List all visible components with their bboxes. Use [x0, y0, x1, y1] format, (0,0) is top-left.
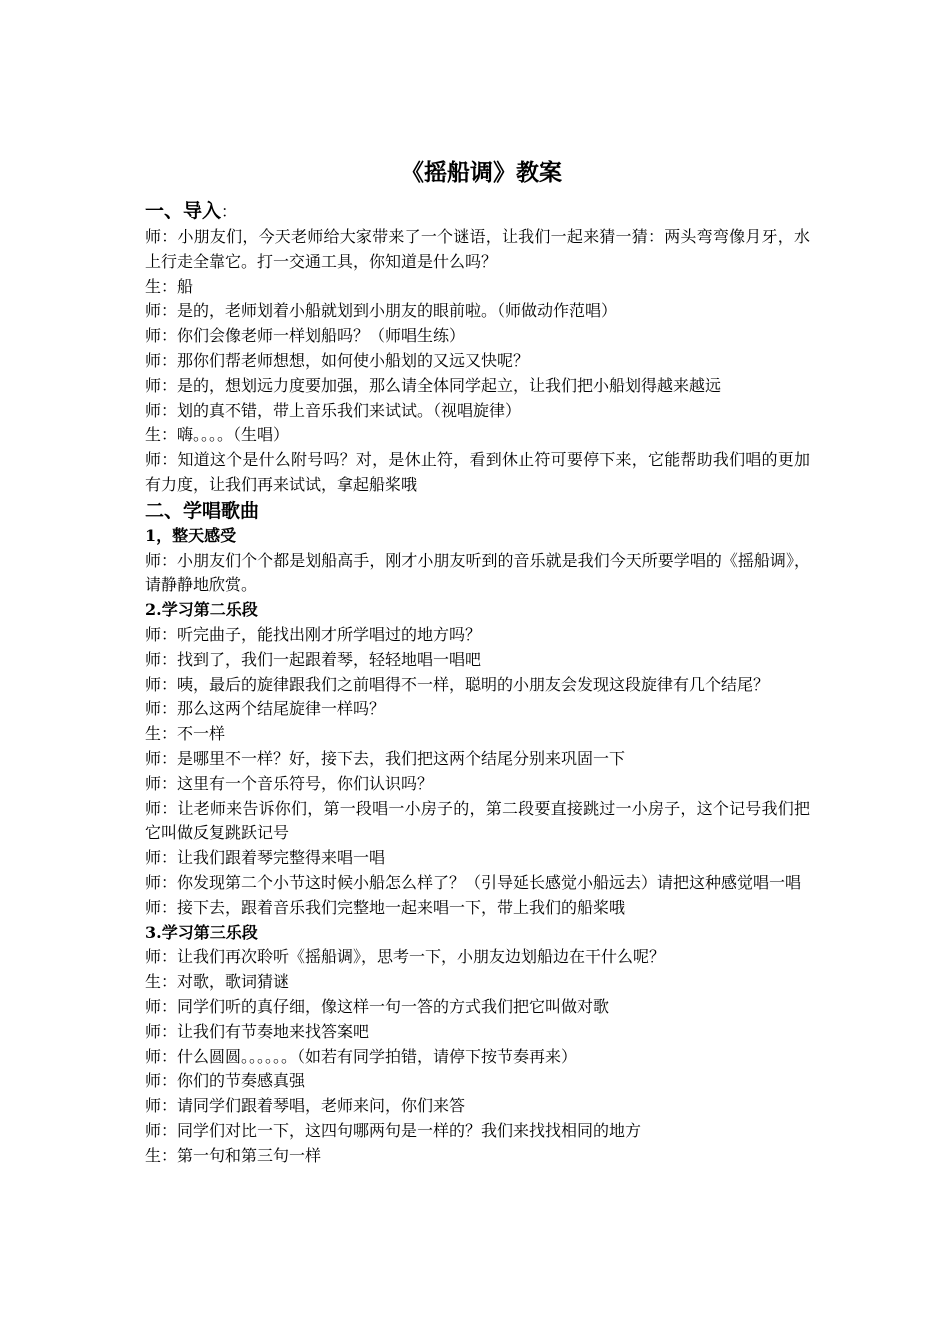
paragraph: 生：对歌，歌词猜谜 — [145, 972, 290, 992]
document-page — [145, 156, 810, 1168]
paragraph: 师：你们会像老师一样划船吗？（师唱生练） — [145, 326, 466, 346]
section-heading-text: 一、导入 — [145, 200, 222, 222]
paragraph: 生：第一句和第三句一样 — [145, 1145, 322, 1165]
paragraph: 师：那你们帮老师想想，如何使小船划的又远又快呢？ — [145, 350, 530, 370]
paragraph: 师：让我们有节奏地来找答案吧 — [145, 1021, 370, 1041]
paragraph: 师：找到了，我们一起跟着琴，轻轻地唱一唱吧 — [145, 649, 482, 669]
paragraph: 师：听完曲子，能找出刚才所学唱过的地方吗？ — [145, 624, 482, 644]
paragraph: 师：是的，想划远力度要加强，那么请全体同学起立，让我们把小船划得越来越远 — [145, 375, 722, 395]
paragraph: 师：同学们听的真仔细，像这样一句一答的方式我们把它叫做对歌 — [145, 996, 610, 1016]
section-heading-learn-song: 二、学唱歌曲 — [145, 499, 260, 522]
paragraph: 师：是的，老师划着小船就划到小朋友的眼前啦。（师做动作范唱） — [145, 301, 618, 321]
paragraph: 师：知道这个是什么附号吗？对，是休止符，看到休止符可要停下来，它能帮助我们唱的更加有力度，让我们再来试试，拿起船桨哦 — [145, 450, 810, 494]
paragraph: 师：那么这两个结尾旋律一样吗？ — [145, 699, 386, 719]
paragraph: 师：请同学们跟着琴唱，老师来问，你们来答 — [145, 1096, 466, 1116]
paragraph: 生：嗨。。。。（生唱） — [145, 425, 290, 445]
subsection-heading: 1，整天感受 — [145, 525, 237, 545]
paragraph: 生：不一样 — [145, 724, 226, 744]
paragraph: 师：小朋友们，今天老师给大家带来了一个谜语，让我们一起来猜一猜：两头弯弯像月牙，水上行走全靠它。打一交通工具，你知道是什么吗？ — [145, 227, 810, 271]
paragraph: 师：划的真不错，带上音乐我们来试试。（视唱旋律） — [145, 400, 522, 420]
subsection-heading: 3.学习第三乐段 — [145, 922, 258, 942]
paragraph: 师：小朋友们个个都是划船高手，刚才小朋友听到的音乐就是我们今天所要学唱的《摇船调》，请静静地欣赏。 — [145, 550, 810, 595]
paragraph: 师：接下去，跟着音乐我们完整地一起来唱一下，带上我们的船桨哦 — [145, 897, 626, 917]
subsection-heading: 2.学习第二乐段 — [145, 600, 258, 620]
paragraph: 师：咦，最后的旋律跟我们之前唱得不一样，聪明的小朋友会发现这段旋律有几个结尾？ — [145, 674, 770, 694]
paragraph: 师：是哪里不一样？好，接下去，我们把这两个结尾分别来巩固一下 — [145, 748, 626, 768]
section-heading-suffix: ： — [221, 202, 238, 221]
paragraph: 生：船 — [145, 276, 194, 296]
paragraph: 师：让老师来告诉你们，第一段唱一小房子的，第二段要直接跳过一小房子，这个记号我们把它叫做反复跳跃记号 — [145, 798, 810, 843]
paragraph: 师：让我们再次聆听《摇船调》，思考一下，小朋友边划船边在干什么呢？ — [145, 947, 666, 967]
paragraph: 师：什么圆圆。。。。。。（如若有同学拍错，请停下按节奏再来） — [145, 1046, 578, 1066]
paragraph: 师：你们的节奏感真强 — [145, 1071, 306, 1091]
section-heading-intro — [145, 198, 810, 225]
document-title: 《摇船调》教案 — [401, 159, 562, 186]
paragraph: 师：这里有一个音乐符号，你们认识吗？ — [145, 773, 434, 793]
paragraph: 师：同学们对比一下，这四句哪两句是一样的？我们来找找相同的地方 — [145, 1120, 642, 1140]
paragraph: 师：你发现第二个小节这时候小船怎么样了？（引导延长感觉小船远去）请把这种感觉唱一唱 — [145, 872, 802, 892]
paragraph: 师：让我们跟着琴完整得来唱一唱 — [145, 848, 386, 868]
